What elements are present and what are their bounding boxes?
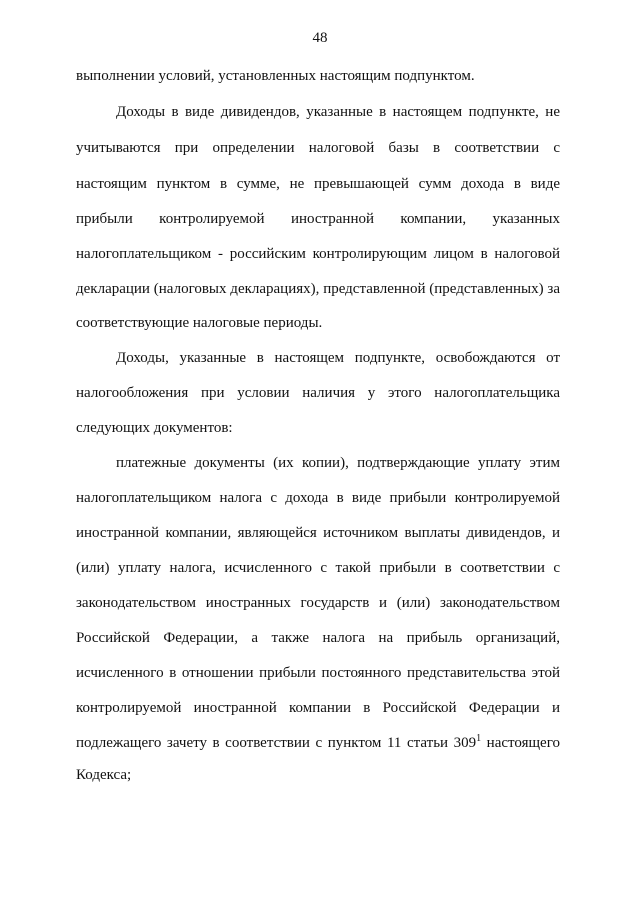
text-line: настоящим пунктом в сумме, не превышающей сумм дохода в виде: [76, 176, 560, 192]
text-line: Доходы в виде дивидендов, указанные в настоящем подпункте, не: [116, 104, 560, 120]
text-line: соответствующие налоговые периоды.: [76, 315, 323, 331]
page-number: 48: [312, 30, 328, 46]
text-line: законодательством иностранных государств и (или) законодательством: [76, 595, 560, 611]
text-line: (или) уплату налога, исчисленного с такой прибыли в соответствии с: [76, 560, 560, 576]
line-text: подлежащего зачету в соответствии с пунктом 11 статьи 309: [76, 735, 477, 751]
text-line: Российской Федерации, а также налога на прибыль организаций,: [76, 630, 560, 646]
text-line: Доходы, указанные в настоящем подпункте, освобождаются от: [116, 350, 560, 366]
text-line: исчисленного в отношении прибыли постоянного представительства этой: [76, 665, 560, 681]
text-line: иностранной компании, являющейся источником выплаты дивидендов, и: [76, 525, 560, 541]
article-superscript: 1: [476, 733, 482, 744]
text-line: выполнении условий, установленных настоящим подпунктом.: [76, 68, 475, 84]
text-line: Кодекса;: [76, 767, 132, 783]
text-line: декларации (налоговых декларациях), представленной (представленных) за: [76, 281, 560, 297]
text-line-with-superscript: [76, 733, 560, 753]
text-line: платежные документы (их копии), подтверждающие уплату этим: [116, 455, 560, 471]
text-line: налогоплательщиком налога с дохода в виде прибыли контролируемой: [76, 490, 560, 506]
text-line: следующих документов:: [76, 420, 233, 436]
text-line: налогоплательщиком - российским контролирующим лицом в налоговой: [76, 246, 560, 262]
text-line: учитываются при определении налоговой базы в соответствии с: [76, 140, 560, 156]
text-line: контролируемой иностранной компании в Российской Федерации и: [76, 700, 560, 716]
text-line: налогообложения при условии наличия у этого налогоплательщика: [76, 385, 560, 401]
line-text-after: настоящего: [481, 735, 560, 751]
text-line: прибыли контролируемой иностранной компании, указанных: [76, 211, 560, 227]
